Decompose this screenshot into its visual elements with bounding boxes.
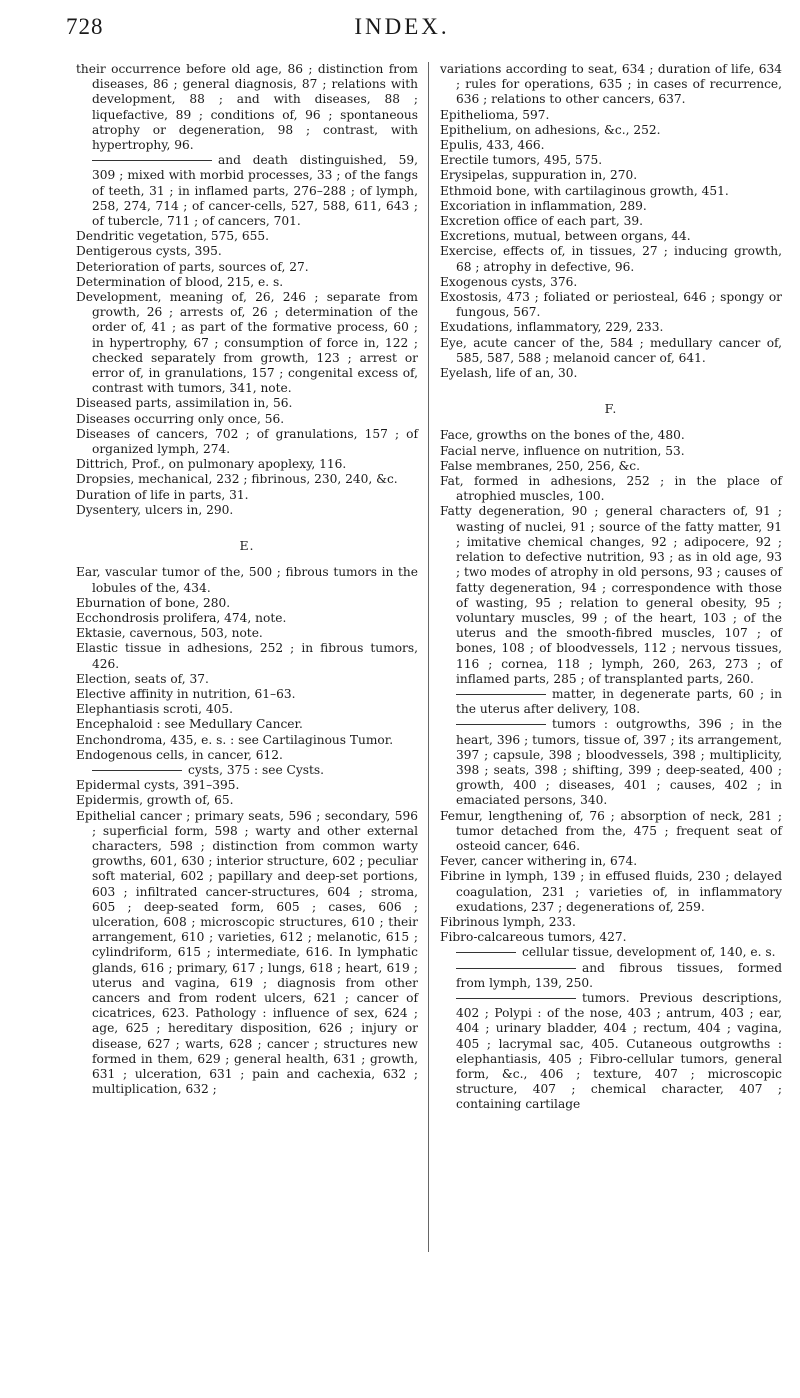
- entry-text: Excretion office of each part, 39.: [440, 214, 643, 229]
- index-entry: [440, 138, 782, 153]
- entry-text: Epidermal cysts, 391–395.: [76, 778, 240, 793]
- entry-text: Ektasie, cavernous, 503, note.: [76, 626, 263, 641]
- entry-text: Ear, vascular tumor of the, 500 ; fibrous tumors in the lobules of the, 434.: [76, 565, 418, 595]
- ditto-dash: [456, 952, 516, 953]
- index-subentry: [440, 717, 782, 808]
- entry-text: Dropsies, mechanical, 232 ; fibrinous, 230, 240, &c.: [76, 472, 398, 487]
- index-entry: [76, 275, 418, 290]
- right-column: [440, 62, 782, 1113]
- entry-text: Epithelium, on adhesions, &c., 252.: [440, 122, 661, 137]
- entry-text: Determination of blood, 215, e. s.: [76, 274, 284, 289]
- entry-text: Ethmoid bone, with cartilaginous growth, 451.: [440, 183, 729, 198]
- entry-text: Deterioration of parts, sources of, 27.: [76, 259, 309, 274]
- section-letter: E.: [239, 538, 255, 554]
- ditto-dash: [92, 770, 182, 771]
- index-entry: [76, 672, 418, 687]
- index-entry: [440, 153, 782, 168]
- entry-text: Dysentery, ulcers in, 290.: [76, 502, 234, 517]
- entry-text: their occurrence before old age, 86 ; distinction from diseases, 86 ; general diagnosis, 87 ; relations with development, 88 ; and with diseases, 88 ; liquefactive, 89 ; conditions of, 96 ; spontaneous atrophy or degeneration, 98 ; contrast, with hypertrophy, 96.: [76, 62, 418, 153]
- section-letter: F.: [604, 401, 618, 417]
- index-entry: [440, 244, 782, 274]
- ditto-dash: [456, 724, 546, 725]
- ditto-dash: [456, 968, 576, 969]
- entry-text: Excoriation in inflammation, 289.: [440, 198, 647, 213]
- entry-text: tumors. Previous descriptions, 402 ; Polypi : of the nose, 403 ; antrum, 403 ; ear, 404 ; urinary bladder, 404 ; rectum, 404 ; vagina, 405 ; lacrymal sac, 405. Cutaneous outgrowths : elephantiasis, 405 ; Fibro-cellular tumors, general form, &c., 406 ; texture, 407 ; microscopic structure, 407 ; chemical character, 407 ; containing cartilage: [456, 990, 782, 1112]
- index-subentry: [440, 687, 782, 717]
- left-column: [76, 62, 418, 1097]
- index-entry: [440, 930, 782, 945]
- entry-text: Epithelial cancer ; primary seats, 596 ; secondary, 596 ; superficial form, 598 ; warty and other external characters, 598 ; distinction from common warty growths, 601, 630 ; interior structure, 602 ; peculiar soft material, 602 ; papillary and deep-set portions, 603 ; infiltrated cancer-structures, 604 ; stroma, 605 ; deep-seated form, 605 ; cases, 606 ; ulceration, 608 ; microscopic structures, 610 ; their arrangement, 610 ; varieties, 612 ; melanotic, 615 ; cylindriform, 615 ; intermediate, 616. In lymphatic glands, 616 ; primary, 617 ; lungs, 618 ; heart, 619 ; uterus and vagina, 619 ; diagnosis from other cancers and from rodent ulcers, 621 ; cancer of cicatrices, 623. Pathology : influence of sex, 624 ; age, 625 ; hereditary disposition, 626 ; injury or disease, 627 ; warts, 628 ; cancer ; structures new formed in them, 629 ; general health, 631 ; growth, 631 ; ulceration, 631 ; pain and cachexia, 632 ; multiplication, 632 ;: [76, 808, 418, 1097]
- index-entry: [440, 428, 782, 443]
- entry-text: Eyelash, life of an, 30.: [440, 366, 578, 381]
- entry-text: and fibrous tissues, formed from lymph, 139, 250.: [456, 960, 782, 990]
- entry-text: Epulis, 433, 466.: [440, 138, 545, 153]
- index-entry: [76, 62, 418, 153]
- index-entry: [440, 199, 782, 214]
- index-entry: [440, 275, 782, 290]
- entry-text: Femur, lengthening of, 76 ; absorption of neck, 281 ; tumor detached from the, 475 ; frequent seat of osteoid cancer, 646.: [440, 808, 782, 853]
- index-entry: [440, 809, 782, 855]
- index-entry: [76, 687, 418, 702]
- index-entry: [76, 396, 418, 411]
- index-subentry: [440, 945, 782, 960]
- index-entry: [76, 641, 418, 671]
- index-entry: [76, 748, 418, 763]
- index-entry: [76, 472, 418, 487]
- index-entry: [76, 596, 418, 611]
- index-entry: [76, 626, 418, 641]
- entry-text: Fever, cancer withering in, 674.: [440, 854, 638, 869]
- entry-text: Endogenous cells, in cancer, 612.: [76, 747, 283, 762]
- entry-text: Election, seats of, 37.: [76, 671, 209, 686]
- index-entry: [76, 611, 418, 626]
- entry-text: Enchondroma, 435, e. s. : see Cartilaginous Tumor.: [76, 732, 394, 747]
- entry-text: Eye, acute cancer of the, 584 ; medullary cancer of, 585, 587, 588 ; melanoid cancer of, 641.: [440, 335, 782, 365]
- index-entry: [76, 809, 418, 1098]
- index-entry: [440, 229, 782, 244]
- index-entry: [440, 290, 782, 320]
- index-entry: [76, 457, 418, 472]
- index-entry: [76, 565, 418, 595]
- index-entry: [76, 717, 418, 732]
- index-entry: [440, 184, 782, 199]
- entry-text: Elective affinity in nutrition, 61–63.: [76, 686, 296, 701]
- entry-text: Excretions, mutual, between organs, 44.: [440, 229, 691, 244]
- entry-text: Erysipelas, suppuration in, 270.: [440, 168, 638, 183]
- index-subentry: [76, 763, 418, 778]
- column-divider: [428, 62, 429, 1252]
- entry-text: Eburnation of bone, 280.: [76, 595, 231, 610]
- index-entry: [440, 320, 782, 335]
- index-entry: [440, 869, 782, 915]
- index-entry: [76, 244, 418, 259]
- entry-text: Exostosis, 473 ; foliated or periosteal, 646 ; spongy or fungous, 567.: [440, 290, 782, 320]
- index-entry: [440, 854, 782, 869]
- entry-text: Ecchondrosis prolifera, 474, note.: [76, 610, 287, 625]
- index-entry: [76, 488, 418, 503]
- entry-text: Elephantiasis scroti, 405.: [76, 702, 234, 717]
- entry-text: Epidermis, growth of, 65.: [76, 793, 234, 808]
- entry-text: Diseases occurring only once, 56.: [76, 411, 285, 426]
- entry-text: Fat, formed in adhesions, 252 ; in the place of atrophied muscles, 100.: [440, 474, 782, 504]
- index-entry: [76, 503, 418, 518]
- index-entry: [440, 474, 782, 504]
- entry-text: Encephaloid : see Medullary Cancer.: [76, 717, 303, 732]
- entry-text: matter, in degenerate parts, 60 ; in the uterus after delivery, 108.: [456, 686, 782, 717]
- ditto-dash: [456, 694, 546, 695]
- entry-text: Fatty degeneration, 90 ; general characters of, 91 ; wasting of nuclei, 91 ; source of the fatty matter, 91 ; imitative chemical changes, 92 ; adipocere, 92 ; relation to defective nutrition, 93 ; as in old age, 93 ; two modes of atrophy in old persons, 93 ; causes of fatty degeneration, 94 ; correspondence with those of wasting, 95 ; relation to general obesity, 95 ; voluntary muscles, 99 ; of the heart, 103 ; of the uterus and the smooth-fibred muscles, 107 ; of bones, 108 ; of bloodvessels, 112 ; nervous tissues, 116 ; cornea, 118 ; lymph, 260, 263, 273 ; of inflamed parts, 285 ; of transplanted parts, 260.: [440, 504, 782, 686]
- entry-text: Diseases of cancers, 702 ; of granulations, 157 ; of organized lymph, 274.: [76, 426, 418, 457]
- index-entry: [76, 427, 418, 457]
- index-entry: [440, 214, 782, 229]
- index-entry: [440, 62, 782, 108]
- entry-text: Diseased parts, assimilation in, 56.: [76, 396, 293, 411]
- index-entry: [440, 366, 782, 381]
- ditto-dash: [456, 998, 576, 999]
- index-entry: [76, 229, 418, 244]
- entry-text: Fibrine in lymph, 139 ; in effused fluids, 230 ; delayed coagulation, 231 ; varieties of, in inflammatory exudations, 237 ; degenerations of, 259.: [440, 869, 782, 914]
- entry-text: Exercise, effects of, in tissues, 27 ; inducing growth, 68 ; atrophy in defective, 96.: [440, 244, 782, 274]
- entry-text: False membranes, 250, 256, &c.: [440, 458, 640, 473]
- entry-text: Exudations, inflammatory, 229, 233.: [440, 320, 664, 335]
- index-entry: [440, 504, 782, 686]
- index-entry: [76, 778, 418, 793]
- page-header: [66, 14, 738, 54]
- entry-text: Dittrich, Prof., on pulmonary apoplexy, 116.: [76, 457, 347, 472]
- index-entry: [76, 260, 418, 275]
- entry-text: cysts, 375 : see Cysts.: [188, 762, 325, 777]
- index-entry: [440, 123, 782, 138]
- entry-text: Erectile tumors, 495, 575.: [440, 153, 603, 168]
- page-number: 728: [66, 14, 104, 39]
- index-subentry: [440, 991, 782, 1113]
- entry-text: Exogenous cysts, 376.: [440, 274, 578, 289]
- entry-text: Elastic tissue in adhesions, 252 ; in fibrous tumors, 426.: [76, 641, 418, 671]
- index-entry: [440, 168, 782, 183]
- entry-text: Facial nerve, influence on nutrition, 53.: [440, 443, 685, 458]
- entry-text: tumors : outgrowths, 396 ; in the heart, 396 ; tumors, tissue of, 397 ; its arrangement, 397 ; capsule, 398 ; bloodvessels, 398 ; multiplicity, 398 ; seats, 398 ; shifting, 399 ; deep-seated, 400 ; growth, 400 ; diseases, 401 ; causes, 402 ; in emaciated persons, 340.: [456, 717, 782, 808]
- index-entry: [440, 444, 782, 459]
- entry-text: and death distinguished, 59, 309 ; mixed with morbid processes, 33 ; of the fangs of teeth, 31 ; in inflamed parts, 276–288 ; of lymph, 258, 274, 714 ; of cancer-cells, 527, 588, 611, 643 ; of tubercle, 711 ; of cancers, 701.: [92, 153, 418, 229]
- entry-text: Epithelioma, 597.: [440, 107, 550, 122]
- index-entry: [76, 733, 418, 748]
- entry-text: Dendritic vegetation, 575, 655.: [76, 229, 270, 244]
- index-entry: [440, 459, 782, 474]
- entry-text: Fibro-calcareous tumors, 427.: [440, 930, 627, 945]
- entry-text: variations according to seat, 634 ; duration of life, 634 ; rules for operations, 635 ; in cases of recurrence, 636 ; relations to other cancers, 637.: [440, 62, 782, 107]
- index-entry: [440, 108, 782, 123]
- index-subentry: [76, 153, 418, 229]
- entry-text: Development, meaning of, 26, 246 ; separate from growth, 26 ; arrests of, 26 ; determination of the order of, 41 ; as part of the formative process, 60 ; in hypertrophy, 67 ; consumption of force in, 122 ; checked separately from growth, 123 ; arrest or error of, in granulations, 157 ; congenital excess of, contrast with tumors, 341, note.: [76, 290, 418, 396]
- index-entry: [76, 702, 418, 717]
- ditto-dash: [92, 160, 212, 161]
- index-entry: [440, 915, 782, 930]
- index-entry: [440, 336, 782, 366]
- index-subentry: [440, 961, 782, 991]
- entry-text: cellular tissue, development of, 140, e. s.: [522, 945, 776, 960]
- entry-text: Duration of life in parts, 31.: [76, 487, 249, 502]
- running-title: INDEX.: [354, 14, 450, 39]
- entry-text: Dentigerous cysts, 395.: [76, 244, 222, 259]
- index-entry: [76, 290, 418, 396]
- index-entry: [76, 793, 418, 808]
- entry-text: Fibrinous lymph, 233.: [440, 914, 576, 929]
- entry-text: Face, growths on the bones of the, 480.: [440, 428, 685, 443]
- index-entry: [76, 412, 418, 427]
